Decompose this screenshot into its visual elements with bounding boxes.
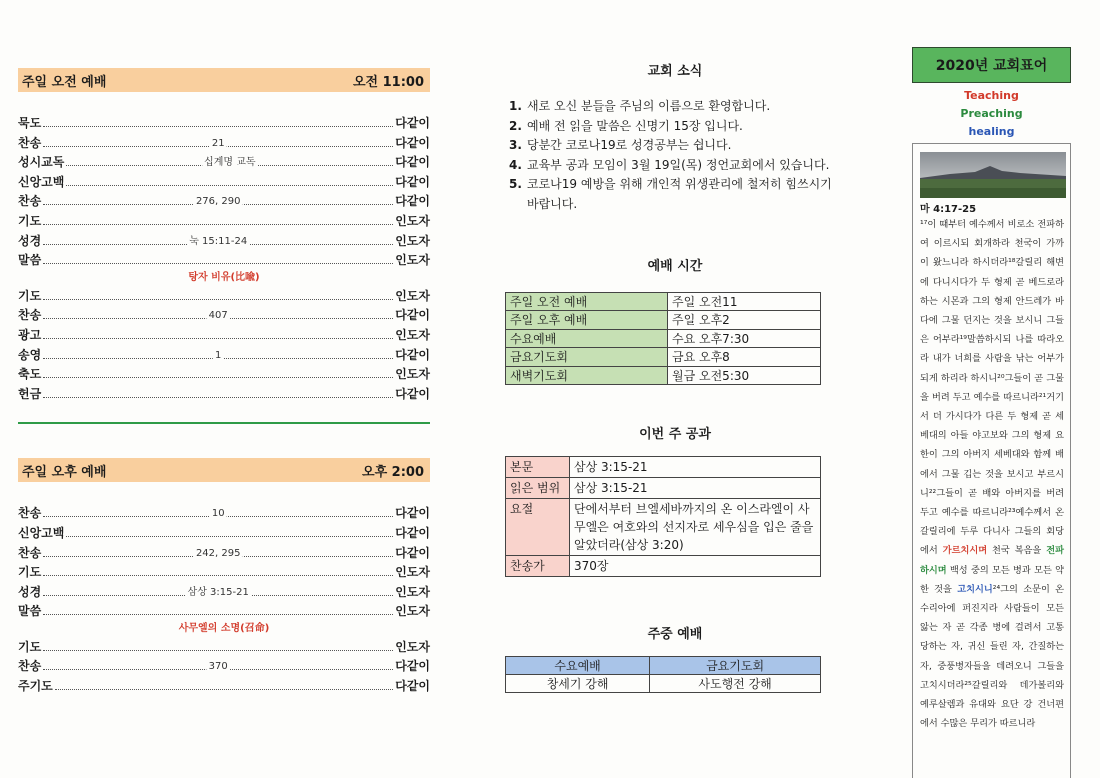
- service-name: 주일 오후 예배: [506, 311, 668, 330]
- news-number: 3.: [509, 138, 522, 153]
- order-row: [18, 583, 430, 603]
- lesson-value: 370장: [570, 556, 821, 577]
- verse-segment: 천국 복음을: [987, 545, 1047, 557]
- service-time: 주일 오전11: [668, 292, 821, 311]
- motto-lines: [912, 87, 1071, 141]
- order-detail: 십계명 교독: [202, 153, 257, 168]
- order-detail: 10: [211, 508, 225, 520]
- order-leader: 다같이: [395, 155, 430, 170]
- afternoon-service-header: [18, 458, 430, 482]
- morning-order-list: [18, 114, 430, 404]
- order-row: [18, 192, 430, 212]
- morning-sermon-title: 탕자 비유(比喩): [188, 271, 260, 283]
- dot-leader: [66, 536, 393, 537]
- dot-leader: [43, 586, 393, 598]
- afternoon-items-1: [18, 504, 430, 622]
- dot-leader: [43, 126, 393, 127]
- order-row: [18, 563, 430, 583]
- order-row: [18, 504, 430, 524]
- order-leader: 인도자: [395, 327, 430, 342]
- order-detail: 370: [208, 661, 228, 673]
- lesson-key: 요절: [506, 499, 570, 556]
- order-row: [18, 677, 430, 697]
- weekday-table: [505, 656, 821, 693]
- order-row: [18, 638, 430, 658]
- verse-highlight-teaching: 가르치시며: [942, 545, 988, 557]
- news-text: 당분간 코로나19로 성경공부는 쉽니다.: [527, 138, 732, 153]
- table-row: [506, 329, 821, 348]
- news-list: [505, 97, 845, 215]
- order-item: 송영: [18, 347, 42, 362]
- table-row: [506, 499, 821, 556]
- scripture-text: [920, 215, 1064, 733]
- news-item: [509, 97, 845, 117]
- order-row: [18, 232, 430, 252]
- order-detail: 276, 290: [195, 196, 241, 208]
- lesson-table: [505, 456, 821, 577]
- morning-items-2: [18, 287, 430, 405]
- motto-line: Preaching: [960, 107, 1023, 120]
- order-item: 성시교독: [18, 155, 65, 170]
- news-number: 4.: [509, 157, 522, 172]
- dot-leader: [43, 614, 393, 615]
- order-leader: 인도자: [395, 639, 430, 654]
- dot-leader: [43, 224, 393, 225]
- afternoon-service-title: 주일 오후 예배: [22, 464, 107, 480]
- service-times-table: [505, 292, 821, 386]
- lesson-title: 이번 주 공과: [639, 427, 711, 443]
- order-detail: 삼상 3:15-21: [186, 583, 251, 598]
- table-row: [506, 292, 821, 311]
- order-row: [18, 385, 430, 405]
- order-row: [18, 153, 430, 173]
- order-detail: 눅 15:11-24: [187, 232, 249, 247]
- motto-title: 2020년 교회표어: [912, 47, 1071, 83]
- news-text: 예배 전 읽을 말씀은 신명기 15장 입니다.: [527, 118, 743, 133]
- dot-leader: [43, 137, 393, 149]
- service-time: 금요 오후8: [668, 348, 821, 367]
- order-item: 말씀: [18, 604, 42, 619]
- afternoon-sermon-title: 사무엘의 소명(召命): [178, 622, 270, 634]
- order-detail: 1: [215, 349, 222, 361]
- order-leader: 인도자: [395, 565, 430, 580]
- order-item: 성경: [18, 584, 42, 599]
- morning-items-1: [18, 114, 430, 271]
- order-row: [18, 365, 430, 385]
- service-time: 주일 오후2: [668, 311, 821, 330]
- morning-service-header: [18, 68, 430, 92]
- news-item: [509, 175, 845, 214]
- verse-segment: 백성 중의 모든 병과 모든 약한 것을: [920, 564, 1064, 595]
- order-row: [18, 657, 430, 677]
- motto-line: Teaching: [964, 89, 1019, 102]
- order-item: 축도: [18, 367, 42, 382]
- lesson-key: 읽은 범위: [506, 478, 570, 499]
- order-item: 찬송: [18, 308, 42, 323]
- order-leader: 다같이: [395, 679, 430, 694]
- service-time: 월금 오전5:30: [668, 366, 821, 385]
- lesson-value: 삼상 3:15-21: [570, 457, 821, 478]
- order-item: 신앙고백: [18, 525, 65, 540]
- order-leader: 인도자: [395, 604, 430, 619]
- order-row: [18, 346, 430, 366]
- table-row: [506, 348, 821, 367]
- order-leader: 다같이: [395, 347, 430, 362]
- order-leader: 인도자: [395, 367, 430, 382]
- dot-leader: [43, 310, 393, 322]
- news-text: 새로 오신 분들을 주님의 이름으로 환영합니다.: [527, 99, 771, 113]
- dot-leader: [43, 650, 393, 651]
- lesson-key: 찬송가: [506, 556, 570, 577]
- order-row: [18, 114, 430, 134]
- order-item: 찬송: [18, 135, 42, 150]
- news-item: [509, 117, 845, 137]
- verse-segment: ¹⁷이 때부터 예수께서 비로소 전파하여 이르시되 회개하라 천국이 가까이 왔느니라 하시더라¹⁸갈릴리 해변에 다니시다가 두 형제 곧 베드로라 하는 시몬과 그의 형제 안드레가 바다에 그물 던지는 것을 보시니 그들은 어부라¹⁹말씀하시되 나를 따라오라 내가 너희를 사람을 낚는 어부가 되게 하리라 하시니²⁰그들이 곧 그물을 버려 두고 예수를 따르니라²¹거기서 더 가시다가 다른 두 형제 곧 세베대의 아들 야고보와 그의 형제 요한이 그의 아버지 세베대와 함께 배에서 그물 깁는 것을 보시고 부르시니²²그들이 곧 배와 아버지를 버려 두고 예수를 따르니라²³예수께서 온 갈릴리에 두루 다니사 그들의 회당에서: [920, 219, 1064, 557]
- order-leader: 다같이: [395, 506, 430, 521]
- order-detail: 407: [208, 310, 228, 322]
- order-row: [18, 287, 430, 307]
- dot-leader: [43, 397, 393, 398]
- order-item: 광고: [18, 327, 42, 342]
- order-leader: 인도자: [395, 213, 430, 228]
- table-row: [506, 675, 821, 693]
- table-row: [506, 556, 821, 577]
- order-item: 찬송: [18, 194, 42, 209]
- afternoon-order-list: [18, 504, 430, 696]
- news-number: 2.: [509, 118, 522, 133]
- order-item: 기도: [18, 565, 42, 580]
- news-number: 5.: [509, 177, 522, 192]
- order-item: 기도: [18, 639, 42, 654]
- morning-service-time: 오전 11:00: [352, 74, 424, 90]
- order-item: 찬송: [18, 659, 42, 674]
- dot-leader: [43, 299, 393, 300]
- news-item: [509, 156, 845, 176]
- order-row: [18, 212, 430, 232]
- service-name: 새벽기도회: [506, 366, 668, 385]
- morning-service-title: 주일 오전 예배: [22, 74, 107, 90]
- order-detail: 242, 295: [195, 547, 241, 559]
- dot-leader: [43, 338, 393, 339]
- weekday-value: 창세기 강해: [506, 675, 650, 693]
- lesson-key: 본문: [506, 457, 570, 478]
- scripture-box: [912, 143, 1071, 778]
- news-number: 1.: [509, 99, 522, 113]
- motto-column: [912, 47, 1071, 730]
- dot-leader: [43, 235, 393, 247]
- dot-leader: [43, 263, 393, 264]
- order-leader: 다같이: [395, 659, 430, 674]
- info-column: [505, 60, 845, 693]
- lesson-value: 단에서부터 브엘세바까지의 온 이스라엘이 사무엘은 여호와의 선지자로 세우심을 입은 줄을 알았더라(삼상 3:20): [570, 499, 821, 556]
- verse-highlight-preaching: 전파하시며: [920, 545, 1065, 576]
- order-leader: 다같이: [395, 386, 430, 401]
- service-name: 금요기도회: [506, 348, 668, 367]
- verse-highlight-healing: 고치시니: [957, 583, 993, 595]
- order-detail: 21: [211, 137, 225, 149]
- order-item: 기도: [18, 213, 42, 228]
- order-item: 신앙고백: [18, 174, 65, 189]
- section-divider: [18, 422, 430, 424]
- weekday-header: 금요기도회: [650, 657, 821, 675]
- table-row: [506, 457, 821, 478]
- order-leader: 다같이: [395, 116, 430, 130]
- news-item: [509, 136, 845, 156]
- table-row: [506, 366, 821, 385]
- service-time: 수요 오후7:30: [668, 329, 821, 348]
- order-row: [18, 173, 430, 193]
- order-row: [18, 134, 430, 154]
- order-item: 주기도: [18, 679, 53, 694]
- weekday-title: 주중 예배: [647, 627, 703, 643]
- dot-leader: [43, 547, 393, 559]
- order-leader: 인도자: [395, 584, 430, 599]
- order-leader: 다같이: [395, 525, 430, 540]
- news-title: 교회 소식: [647, 64, 703, 79]
- order-item: 찬송: [18, 545, 42, 560]
- order-leader: 인도자: [395, 288, 430, 303]
- dot-leader: [43, 196, 393, 208]
- order-leader: 다같이: [395, 174, 430, 189]
- motto-line: healing: [968, 125, 1015, 138]
- dot-leader: [66, 157, 393, 169]
- order-item: 말씀: [18, 253, 42, 268]
- table-row: [506, 478, 821, 499]
- dot-leader: [66, 185, 393, 186]
- lesson-value: 삼상 3:15-21: [570, 478, 821, 499]
- weekday-value: 사도행전 강해: [650, 675, 821, 693]
- order-leader: 다같이: [395, 194, 430, 209]
- order-row: [18, 306, 430, 326]
- dot-leader: [43, 508, 393, 520]
- dot-leader: [43, 575, 393, 576]
- scripture-reference: 마 4:17-25: [920, 204, 977, 215]
- order-item: 묵도: [18, 116, 42, 130]
- order-row: [18, 544, 430, 564]
- order-leader: 다같이: [395, 545, 430, 560]
- news-text: 교육부 공과 모임이 3월 19일(목) 정언교회에서 있습니다.: [527, 157, 830, 172]
- order-item: 헌금: [18, 386, 42, 401]
- afternoon-items-2: [18, 638, 430, 697]
- order-item: 기도: [18, 288, 42, 303]
- order-leader: 다같이: [395, 308, 430, 323]
- order-leader: 다같이: [395, 135, 430, 150]
- order-row: [18, 524, 430, 544]
- dot-leader: [43, 349, 393, 361]
- order-leader: 인도자: [395, 233, 430, 248]
- mountain-landscape-image: [920, 152, 1066, 198]
- table-header-row: [506, 657, 821, 675]
- news-text: 코로나19 예방을 위해 개인적 위생관리에 철저히 힘쓰시기 바랍니다.: [527, 177, 832, 211]
- service-name: 주일 오전 예배: [506, 292, 668, 311]
- order-row: [18, 326, 430, 346]
- dot-leader: [55, 689, 393, 690]
- dot-leader: [43, 377, 393, 378]
- order-item: 성경: [18, 233, 42, 248]
- order-leader: 인도자: [395, 253, 430, 268]
- weekday-header: 수요예배: [506, 657, 650, 675]
- verse-segment: ²⁴그의 소문이 온 수리아에 퍼진지라 사람들이 모든 앓는 자 곧 각종 병에 걸려서 고통 당하는 자, 귀신 들린 자, 간질하는 자, 중풍병자들을 데려오니 그들을 고치시더라²⁵갈릴리와 데가볼리와 예루살렘과 유대와 요단 강 건너편에서 수많은 무리가 따르니라: [920, 583, 1064, 730]
- service-times-title: 예배 시간: [647, 258, 703, 274]
- order-item: 찬송: [18, 506, 42, 521]
- service-name: 수요예배: [506, 329, 668, 348]
- table-row: [506, 311, 821, 330]
- worship-order-column: [18, 68, 430, 697]
- dot-leader: [43, 661, 393, 673]
- afternoon-service-time: 오후 2:00: [362, 464, 424, 480]
